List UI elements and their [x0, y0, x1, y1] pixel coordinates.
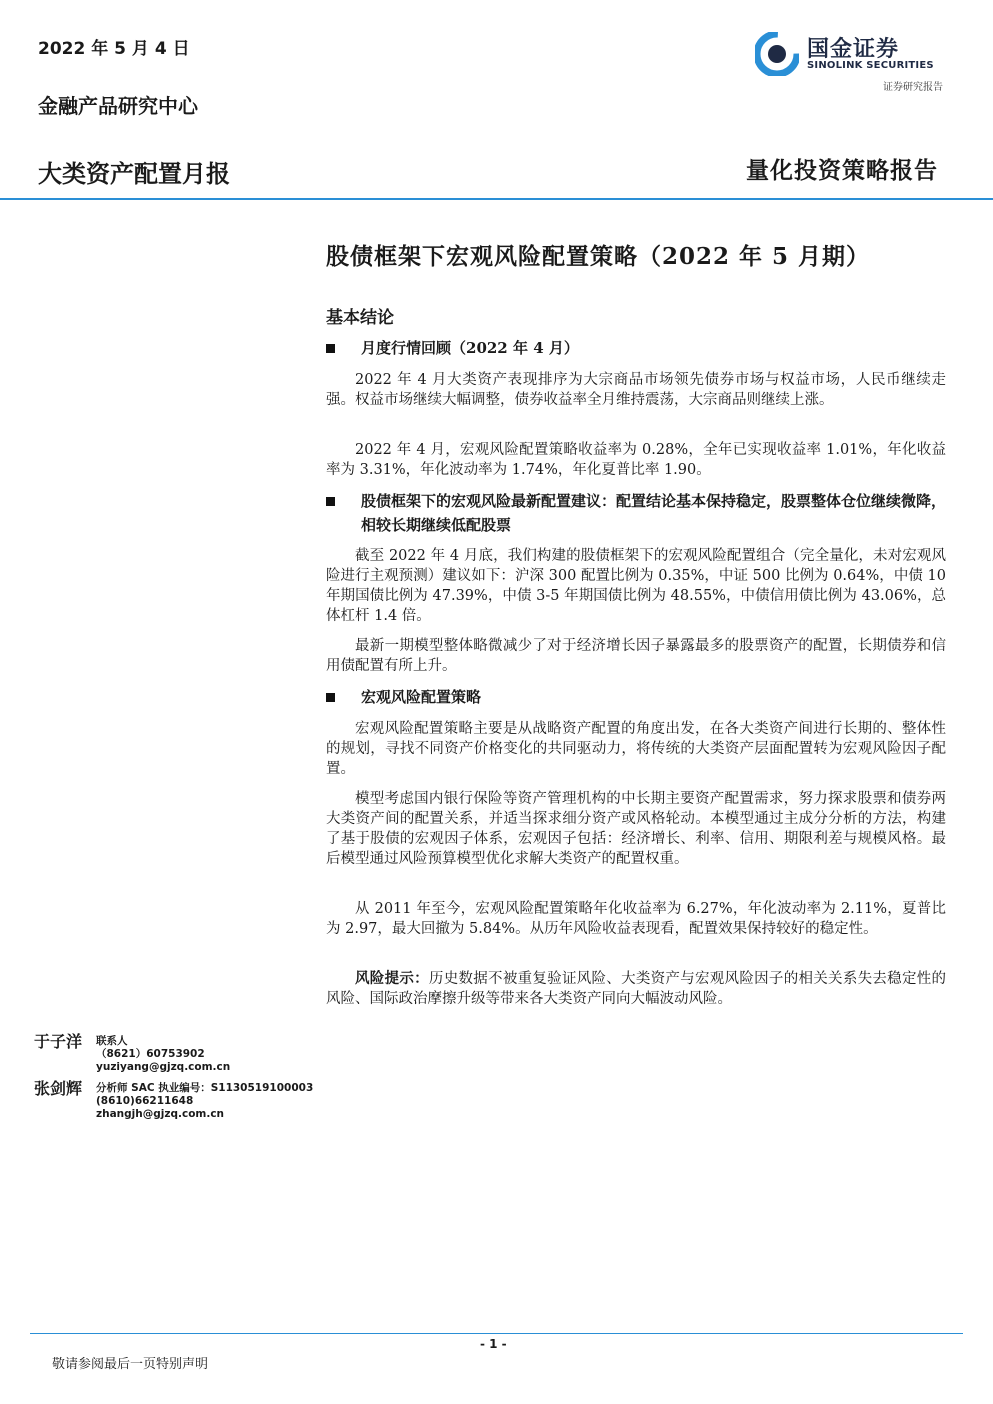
footer-divider [30, 1333, 963, 1334]
paragraph: 最新一期模型整体略微减少了对于经济增长因子暴露最多的股票资产的配置，长期债券和信用债配置有所上升。 [326, 638, 946, 674]
section-heading: 基本结论 [326, 308, 394, 328]
risk-warning [326, 969, 946, 1009]
author-role: 联系人 [96, 1035, 128, 1047]
brand-subtitle: 证券研究报告 [883, 82, 943, 93]
risk-label: 风险提示： [355, 970, 429, 987]
paragraph: 从 2011 年至今，宏观风险配置策略年化收益率为 6.27%，年化波动率为 2.11%，夏普比为 2.97，最大回撤为 5.84%。从历年风险收益表现看，配置效果保持较好的稳定性。 [326, 901, 946, 937]
paragraph: 2022 年 4 月，宏观风险配置策略收益率为 0.28%，全年已实现收益率 1.01%，年化收益率为 3.31%，年化波动率为 1.74%，年化夏普比率 1.90。 [326, 442, 946, 478]
author-phone: (8610)66211648 [96, 1095, 194, 1107]
report-date: 2022 年 5 月 4 日 [38, 39, 190, 59]
bullet-text: 宏观风险配置策略 [361, 688, 482, 706]
paragraph: 截至 2022 年 4 月底，我们构建的股债框架下的宏观风险配置组合（完全量化，未对宏观风险进行主观预测）建议如下：沪深 300 配置比例为 0.35%，中证 500 比例为 0.64%，中债 10 年期国债比例为 47.39%，中债 3-5 年期国债比例为 48.55%，中债信用债比例为 43.06%，总体杠杆 1.4 倍。 [326, 548, 946, 624]
report-category: 量化投资策略报告 [746, 157, 938, 184]
bullet-text: 股债框架下的宏观风险最新配置建议：配置结论基本保持稳定，股票整体仓位继续微降，相较长期继续低配股票 [361, 492, 947, 534]
author-name: 于子洋 [34, 1032, 83, 1051]
author-email[interactable]: zhangjh@gjzq.com.cn [96, 1108, 225, 1120]
bullet-text: 月度行情回顾（2022 年 4 月） [361, 339, 579, 357]
author-info [96, 1082, 313, 1121]
author-role: 分析师 SAC 执业编号：S1130519100003 [96, 1082, 314, 1094]
header-divider [0, 198, 993, 200]
document-title: 股债框架下宏观风险配置策略（2022 年 5 月期） [326, 243, 871, 270]
paragraph: 2022 年 4 月大类资产表现排序为大宗商品市场领先债券市场与权益市场，人民币继续走强。权益市场继续大幅调整，债券收益率全月维持震荡，大宗商品则继续上涨。 [326, 372, 946, 408]
bullet-square-icon [326, 693, 335, 702]
risk-text: 历史数据不被重复验证风险、大类资产与宏观风险因子的相关关系失去稳定性的风险、国际政治摩擦升级等带来各大类资产同向大幅波动风险。 [326, 971, 947, 1007]
brand-logo-icon [755, 32, 799, 76]
bullet-square-icon [326, 497, 335, 506]
paragraph: 宏观风险配置策略主要是从战略资产配置的角度出发，在各大类资产间进行长期的、整体性的规划，寻找不同资产价格变化的共同驱动力，将传统的大类资产层面配置转为宏观风险因子配置。 [326, 721, 946, 777]
page-number: - 1 - [480, 1337, 507, 1351]
brand-logo [755, 30, 945, 80]
author-info [96, 1035, 230, 1074]
author-email[interactable]: yuziyang@gjzq.com.cn [96, 1061, 231, 1073]
author-name: 张剑辉 [34, 1079, 83, 1098]
report-type: 大类资产配置月报 [38, 160, 230, 188]
paragraph: 模型考虑国内银行保险等资产管理机构的中长期主要资产配置需求，努力探求股票和债券两大类资产间的配置关系，并适当探求细分资产或风格轮动。本模型通过主成分分析的方法，构建了基于股债的宏观因子体系，宏观因子包括：经济增长、利率、信用、期限利差与规模风格。最后模型通过风险预算模型优化求解大类资产的配置权重。 [326, 791, 946, 867]
brand-name-cn: 国金证券 [807, 37, 900, 62]
author-phone: （8621）60753902 [96, 1048, 205, 1060]
department-name: 金融产品研究中心 [38, 94, 198, 118]
bullet-square-icon [326, 344, 335, 353]
brand-name-en: SINOLINK SECURITIES [807, 60, 934, 71]
footer-note: 敬请参阅最后一页特别声明 [52, 1357, 209, 1372]
